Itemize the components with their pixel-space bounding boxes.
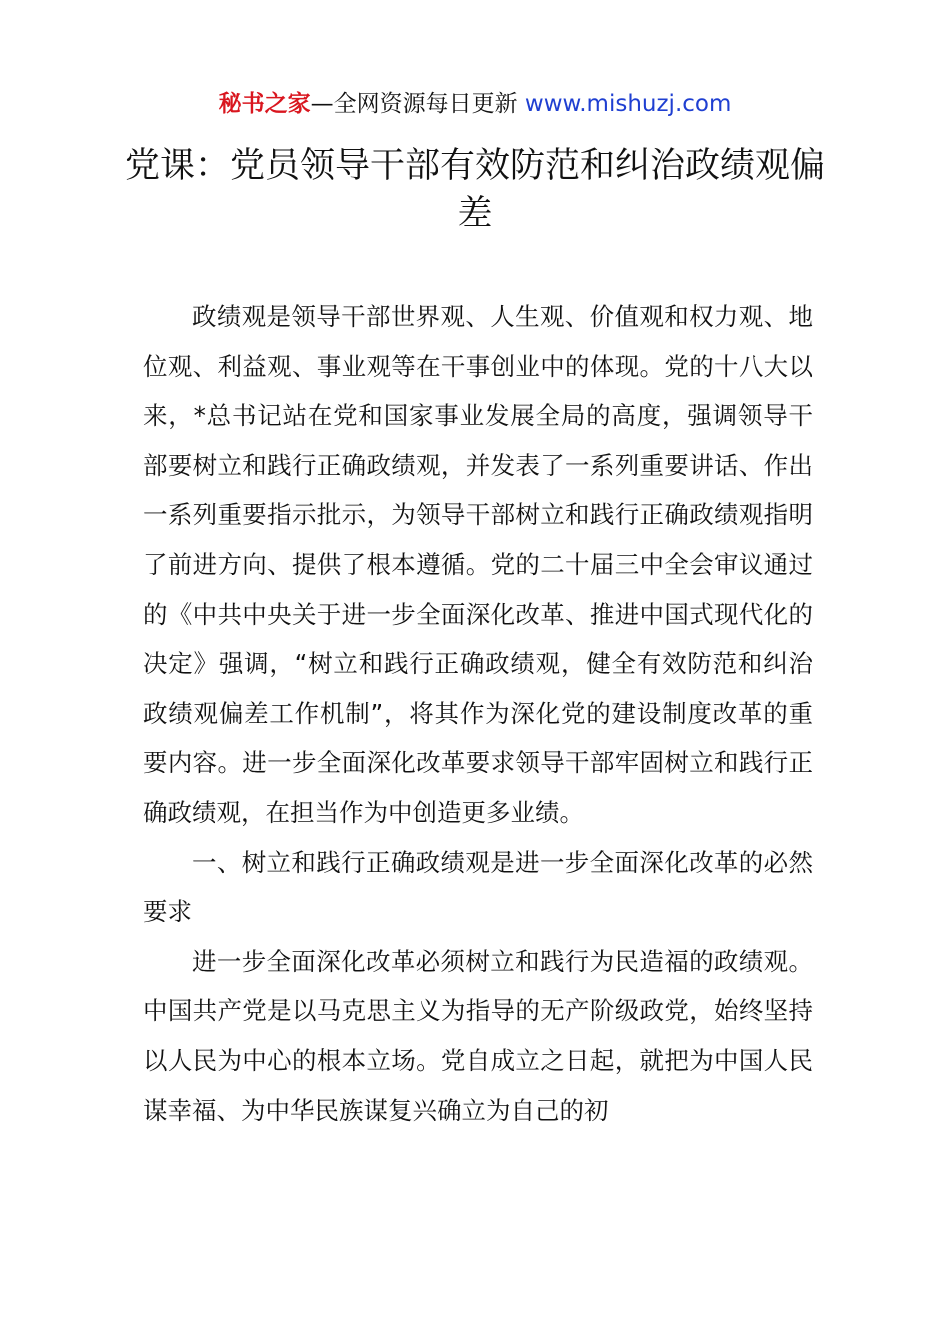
document-body [143,292,813,1135]
site-url-link[interactable]: www.mishuzj.com [524,91,732,117]
paragraph-section-1: 进一步全面深化改革必须树立和践行为民造福的政绩观。中国共产党是以马克思主义为指导的无产阶级政党，始终坚持以人民为中心的根本立场。党自成立之日起，就把为中国人民谋幸福、为中华民族谋复兴确立为自己的初 [143,946,813,1125]
document-title: 党课：党员领导干部有效防范和纠治政绩观偏差 [124,146,825,234]
site-brand: 秘书之家 [218,91,311,117]
section-heading-1: 一、树立和践行正确政绩观是进一步全面深化改革的必然要求 [143,847,813,927]
site-header [0,88,950,120]
site-tagline: —全网资源每日更新 [310,91,518,117]
paragraph-intro: 政绩观是领导干部世界观、人生观、价值观和权力观、地位观、利益观、事业观等在干事创业中的体现。党的十八大以来，*总书记站在党和国家事业发展全局的高度，强调领导干部要树立和践行正确政绩观，并发表了一系列重要讲话、作出一系列重要指示批示，为领导干部树立和践行正确政绩观指明了前进方向、提供了根本遵循。党的二十届三中全会审议通过的《中共中央关于进一步全面深化改革、推进中国式现代化的决定》强调，“树立和践行正确政绩观，健全有效防范和纠治政绩观偏差工作机制”，将其作为深化党的建设制度改革的重要内容。进一步全面深化改革要求领导干部牢固树立和践行正确政绩观，在担当作为中创造更多业绩。 [143,302,813,827]
